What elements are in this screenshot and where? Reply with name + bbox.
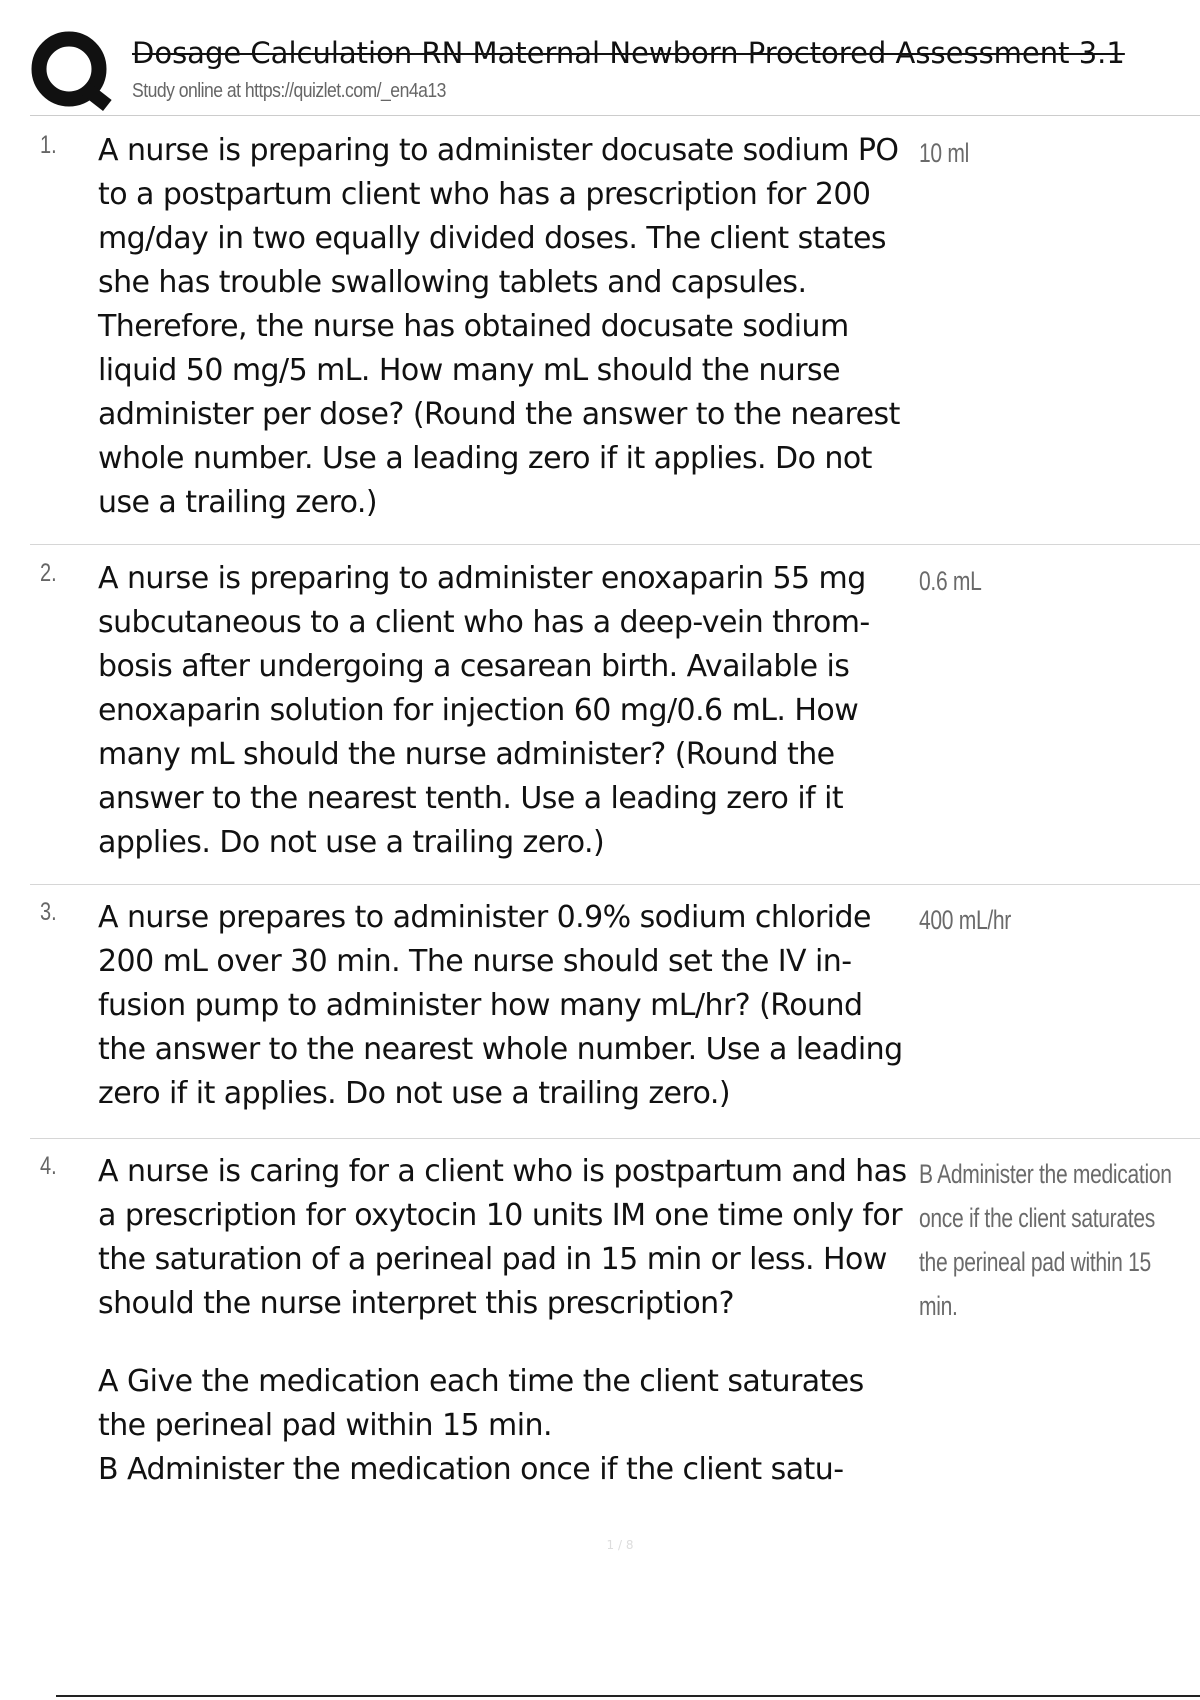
- question-number: 1.: [40, 131, 57, 159]
- answer-text: 10 ml: [919, 138, 969, 168]
- quizlet-logo-icon: [30, 30, 112, 112]
- question-divider: [30, 544, 1200, 545]
- option-a: A Give the medication each time the client saturates the perineal pad within 15 min.: [98, 1364, 864, 1443]
- header-divider: [30, 115, 1200, 116]
- option-b: B Administer the medication once if the client satu-: [98, 1452, 844, 1487]
- question-text: A nurse is preparing to administer docusate sodium PO to a postpartum client who has a prescription for 200 mg/day in two equally divided doses. The client states she has trouble swallowing tablets and capsules. Therefore, the nurse has obtained docusate sodium liquid 50 mg/5 mL. How many mL should the nurse administer per dose? (Round the answer to the nearest whole number. Use a leading zero if it applies. Do not use a trailing zero.): [98, 133, 900, 520]
- question-text: A nurse is caring for a client who is postpartum and has a prescription for oxytocin 10 units IM one time only for the saturation of a perineal pad in 15 min or less. How should the nurse interpret this prescription?: [98, 1154, 907, 1321]
- document-title: Dosage Calculation RN Maternal Newborn Proctored Assessment 3.1: [132, 36, 1125, 70]
- answer-options: [98, 1360, 918, 1492]
- question-divider: [30, 884, 1200, 885]
- question-divider: [30, 1138, 1200, 1139]
- question-number: 2.: [40, 559, 57, 587]
- answer-text: 0.6 mL: [919, 566, 982, 596]
- question-number: 4.: [40, 1152, 57, 1180]
- document-header: [0, 0, 1200, 118]
- page-number: 1 / 8: [606, 1538, 634, 1552]
- answer-text: 400 mL/hr: [919, 905, 1012, 935]
- question-number: 3.: [40, 898, 57, 926]
- study-online-link[interactable]: Study online at https://quizlet.com/_en4a13: [132, 80, 446, 102]
- footer-divider: [56, 1695, 1200, 1697]
- question-text: A nurse prepares to administer 0.9% sodium chloride 200 mL over 30 min. The nurse should set the IV infusion pump to administer how many mL/hr? (Round the answer to the nearest whole number. Use a leading zero if it applies. Do not use a trailing zero.): [98, 900, 903, 1111]
- question-text: A nurse is preparing to administer enoxaparin 55 mg subcutaneous to a client who has a deep-vein thrombosis after undergoing a cesarean birth. Available is enoxaparin solution for injection 60 mg/0.6 mL. How many mL should the nurse administer? (Round the answer to the nearest tenth. Use a leading zero if it applies. Do not use a trailing zero.): [98, 561, 871, 860]
- answer-text: B Administer the medication once if the client saturates the perineal pad within 15 min.: [919, 1159, 1172, 1321]
